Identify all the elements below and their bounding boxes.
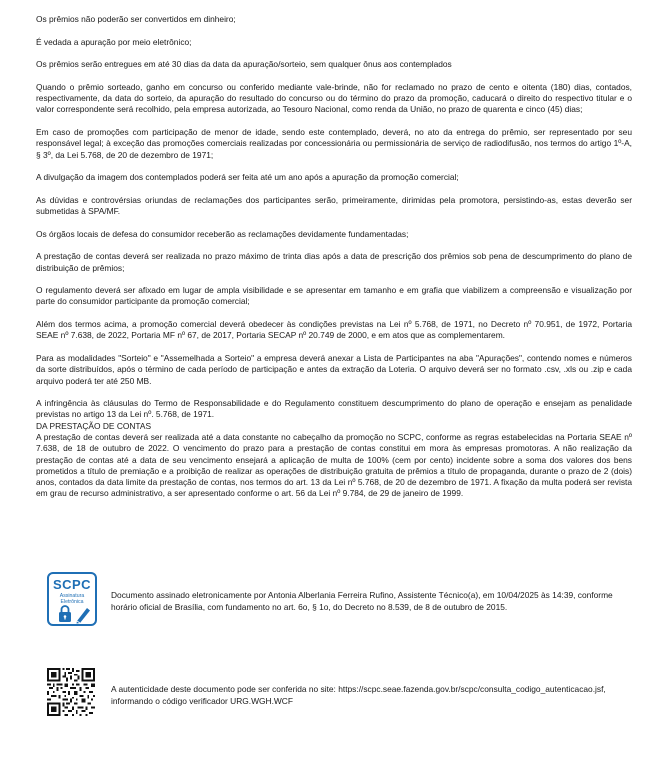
paragraph: A divulgação da imagem dos contemplados poderá ser feita até um ano após a apuração da promoção comercial; [36, 172, 459, 183]
paragraph: Os prêmios serão entregues em até 30 dias da data da apuração/sorteio, sem qualquer ônus aos contemplados [36, 59, 452, 70]
paragraph: Em caso de promoções com participação de menor de idade, sendo este contemplado, deverá, no ato da entrega do prêmio, ser representado por seu responsável legal; à exceção das promoções comerciais realizadas por concessionária ou permissionária de serviço de radiodifusão, nos termos do artigo 1º-A, § 3º, da Lei 5.768, de 20 de dezembro de 1971; [36, 126, 632, 160]
scpc-seal-logo [47, 572, 97, 626]
seal-subtitle: Assinatura Eletrônica [59, 593, 85, 605]
seal-title: SCPC [52, 577, 92, 592]
qr-code-icon [47, 668, 95, 716]
paragraph: Para as modalidades "Sorteio" e "Assemelhada a Sorteio" a empresa deverá anexar a Lista de Participantes na aba "Apurações", contendo nomes e números da sorte distribuídos, após o término de cada período de participação e antes da extração da Loteria. O arquivo deverá ser no formato .csv, .xls ou .zip e cada arquivo poderá ter até 250 MB. [36, 352, 632, 386]
paragraph: A prestação de contas deverá ser realizada no prazo máximo de trinta dias após a data de prescrição dos prêmios sob pena de descumprimento do plano de distribuição de prêmios; [36, 251, 632, 273]
paragraph: Os prêmios não poderão ser convertidos em dinheiro; [36, 14, 236, 24]
signature-block [47, 572, 637, 630]
paragraph: A infringência às cláusulas do Termo de Responsabilidade e do Regulamento constituem descumprimento do plano de operação e ensejam as penalidade previstas no artigo 13 da Lei nº. 5.768, de 1971. [36, 398, 632, 420]
signature-text: Documento assinado eletronicamente por Antonia Alberlania Ferreira Rufino, Assistente Técnico(a), em 10/04/2025 às 14:39, conforme horário oficial de Brasília, com fundamento no art. 6o, § 1o, do Decreto no 8.539, de 8 de outubro de 2015. [111, 590, 613, 612]
authentication-block [47, 668, 637, 720]
lock-pen-icon [53, 604, 93, 624]
document-body [36, 14, 632, 511]
paragraph: As dúvidas e controvérsias oriundas de reclamações dos participantes serão, primeiramente, dirimidas pela promotora, persistindo-as, estas deverão ser submetidas à SPA/MF. [36, 194, 632, 217]
paragraph: Os órgãos locais de defesa do consumidor receberão as reclamações devidamente fundamentadas; [36, 228, 409, 239]
paragraph: Quando o prêmio sorteado, ganho em concurso ou conferido mediante vale-brinde, não for reclamado no prazo de cento e oitenta (180) dias, contados, respectivamente, da data do sorteio, da apuração do resultado do concurso ou do término do prazo da promoção, caducará o direito do respectivo titular e o valor correspondente será recolhido, pela empresa autorizada, ao Tesouro Nacional, como renda da União, no prazo de quarenta e cinco (45) dias; [36, 81, 632, 115]
paragraph: O regulamento deverá ser afixado em lugar de ampla visibilidade e se apresentar em tamanho e em grafia que viabilizem a compreensão e visualização por parte do consumidor participante da promoção comercial; [36, 285, 632, 307]
paragraph: É vedada a apuração por meio eletrônico; [36, 36, 192, 47]
section-heading: DA PRESTAÇÃO DE CONTAS [36, 420, 152, 431]
paragraph: Além dos termos acima, a promoção comercial deverá obedecer às condições previstas na Lei nº 5.768, de 1971, no Decreto nº 70.951, de 1972, Portaria SEAE nº 7.638, de 2022, Portaria MF nº 67, de 2017, Portaria SECAP nº 20.749 de 2000, e em atos que as complementarem. [36, 319, 632, 341]
authentication-text: A autenticidade deste documento pode ser conferida no site: https://scpc.seae.fazenda.gov.br/scpc/consulta_codigo_autenticacao.jsf, informando o código verificador URG.WGH.WCF [111, 684, 606, 706]
paragraph: A prestação de contas deverá ser realizada até a data constante no cabeçalho da promoção no SCPC, conforme as regras estabelecidas na Portaria SEAE nº 7.638, de 18 de outubro de 2022. O vencimento do prazo para a prestação de contas constitui em mora às empresas promotoras. A não realização da prestação de contas até a data de seu vencimento ensejará a aplicação de multa de 100% (cem por cento) incidente sobre a soma dos valores dos bens prometidos a título de premiação e a proibição de realizar as operações de distribuição gratuita de prêmios a título de propaganda, durante o prazo de 2 (dois) anos, contados da data limite da prestação de contas, nos termos do art. 13 da Lei nº 5.768, de 20 de dezembro de 1971. A fixação da multa poderá ser revista em grau de recurso administrativo, a ser apresentado conforme o art. 56 da Lei nº 9.784, de 29 de janeiro de 1999. [36, 431, 632, 499]
